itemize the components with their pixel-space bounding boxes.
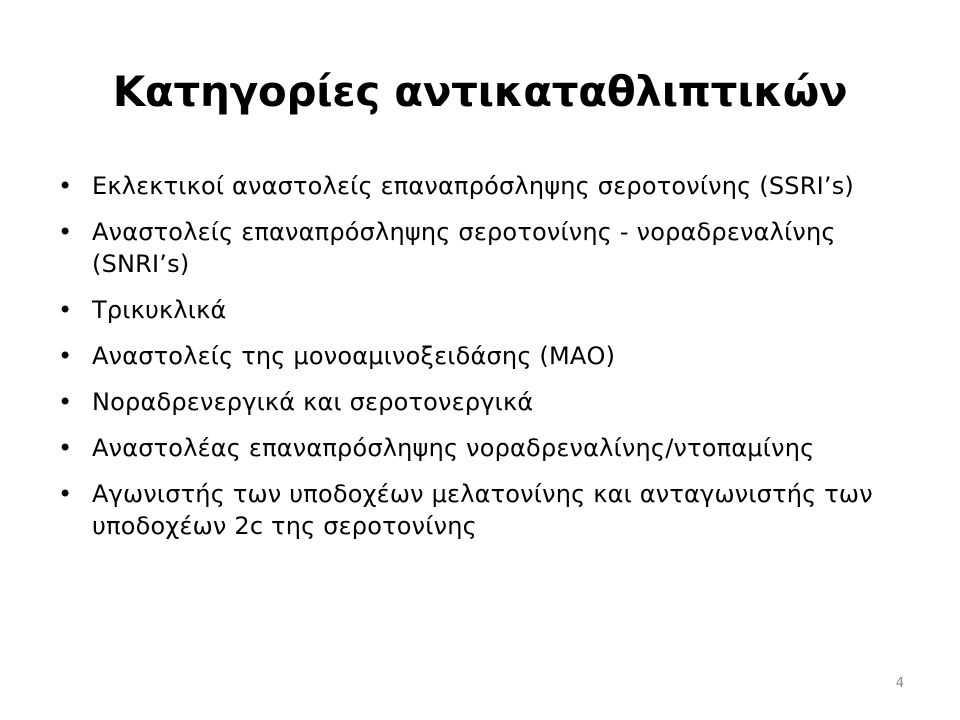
bullet-icon: • — [58, 218, 73, 246]
page-number: 4 — [895, 676, 904, 691]
bullet-item — [56, 386, 876, 418]
bullet-list — [56, 170, 876, 556]
bullet-item — [56, 478, 876, 542]
bullet-text: Αναστολείς της μονοαμινοξειδάσης (ΜΑΟ) — [92, 342, 616, 370]
bullet-icon: • — [58, 172, 73, 200]
bullet-icon: • — [58, 434, 73, 462]
bullet-text: Τρικυκλικά — [92, 296, 227, 324]
bullet-text: Νοραδρενεργικά και σεροτονεργικά — [92, 388, 534, 416]
bullet-text: Εκλεκτικοί αναστολείς επαναπρόσληψης σεροτονίνης (SSRI’s) — [92, 172, 854, 200]
bullet-item — [56, 432, 876, 464]
bullet-text: Αναστολέας επαναπρόσληψης νοραδρεναλίνης/ντοπαμίνης — [92, 434, 815, 462]
bullet-icon: • — [58, 296, 73, 324]
bullet-text: Αγωνιστής των υποδοχέων μελατονίνης και ανταγωνιστής των υποδοχέων 2c της σεροτονίνης — [92, 480, 873, 540]
bullet-item — [56, 170, 876, 202]
bullet-icon: • — [58, 342, 73, 370]
bullet-item — [56, 294, 876, 326]
bullet-icon: • — [58, 480, 73, 508]
bullet-icon: • — [58, 388, 73, 416]
bullet-item — [56, 340, 876, 372]
bullet-text: Αναστολείς επαναπρόσληψης σεροτονίνης - νοραδρεναλίνης (SNRI’s) — [92, 218, 836, 278]
slide-title: Κατηγορίες αντικαταθλιπτικών — [112, 67, 848, 116]
bullet-item — [56, 216, 876, 280]
